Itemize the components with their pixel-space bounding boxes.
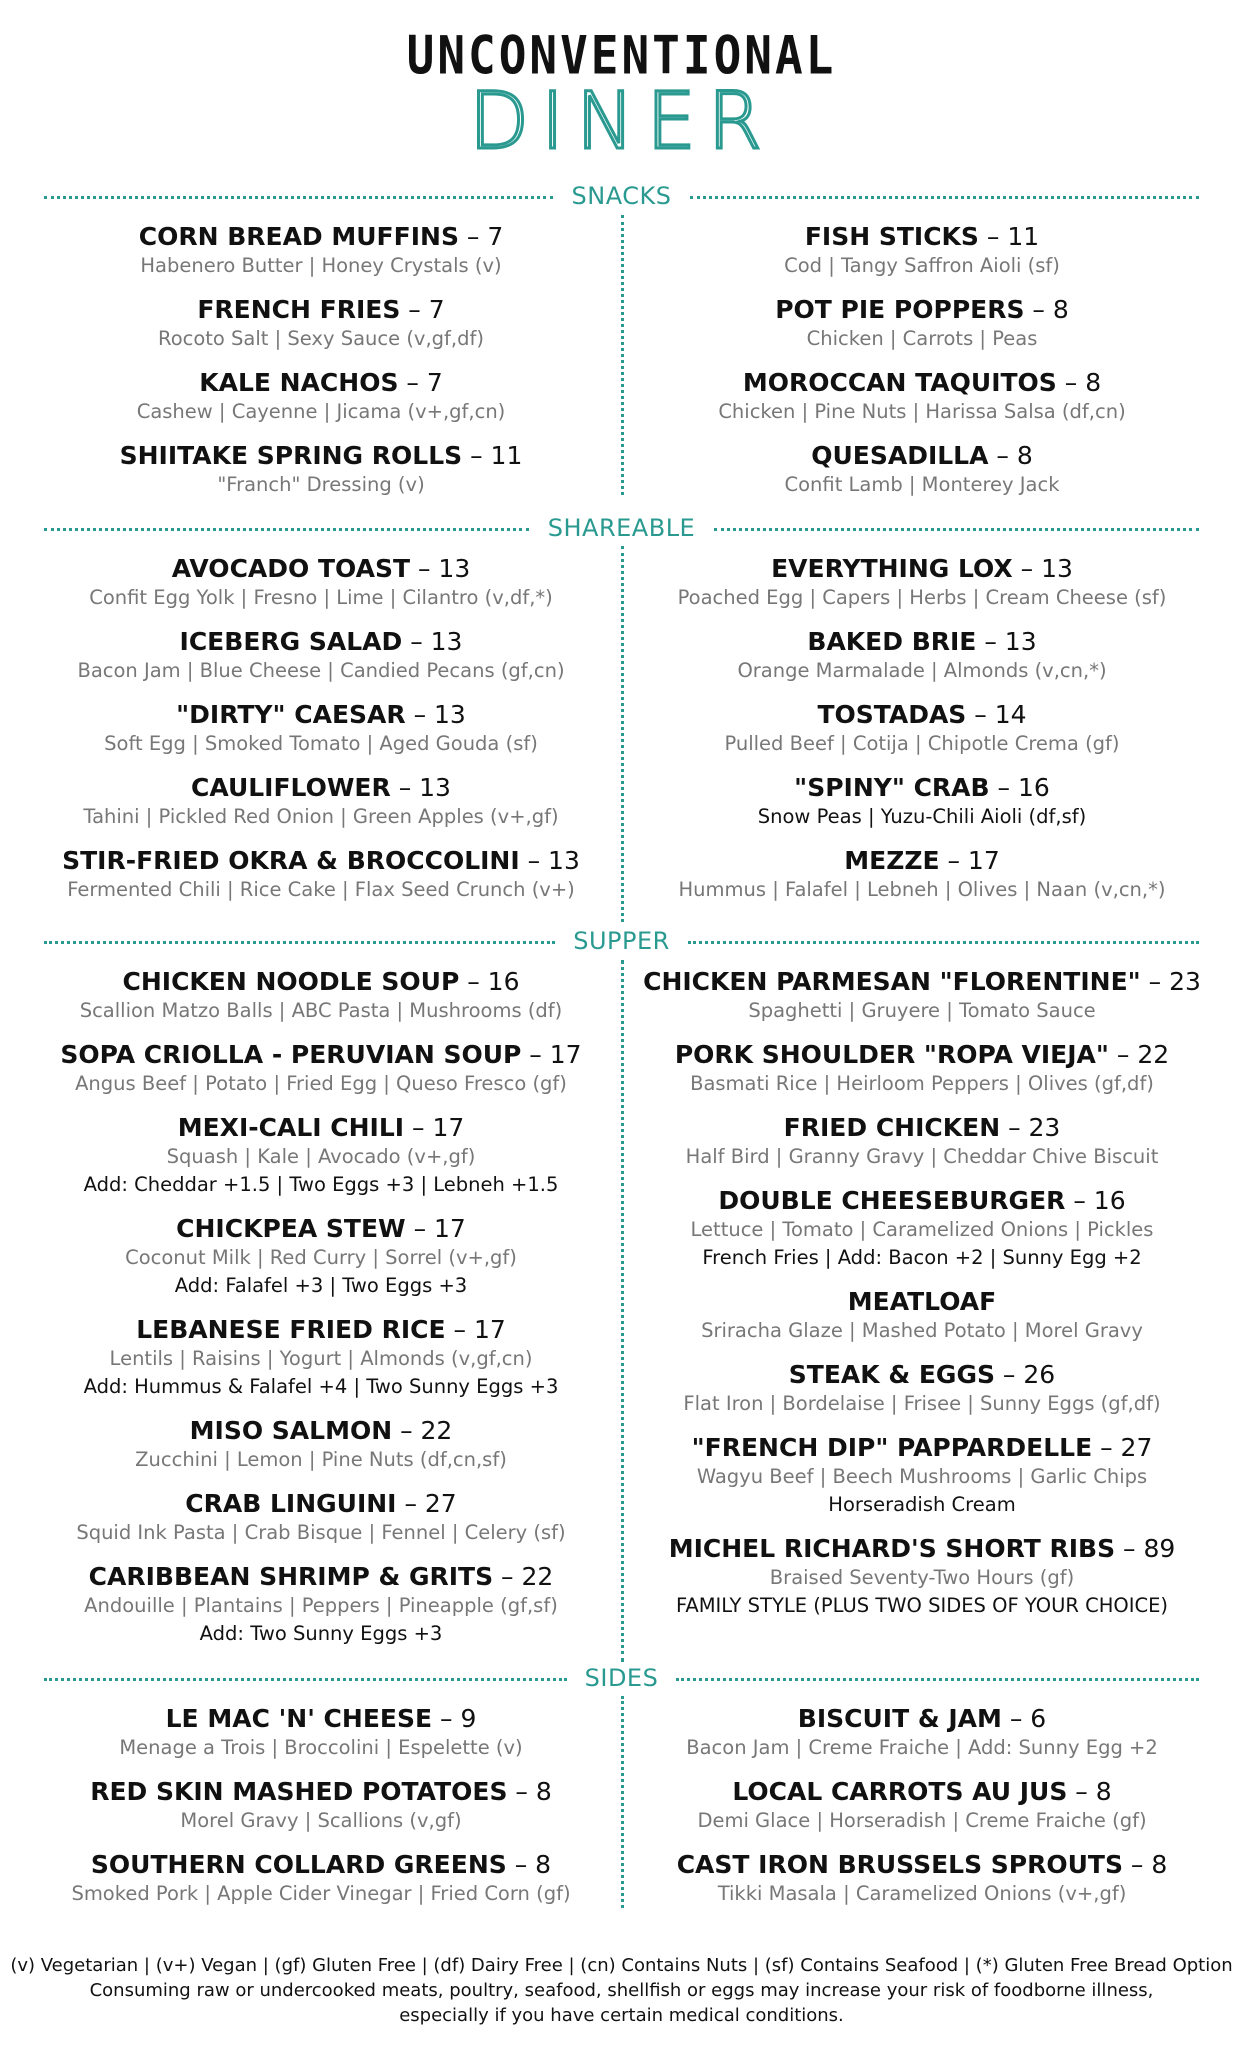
- column-divider: [621, 1696, 624, 1908]
- menu-item-title: [31, 846, 611, 876]
- menu-item-title: [632, 441, 1212, 471]
- menu-item: [632, 1113, 1212, 1171]
- menu-item: [31, 1704, 611, 1762]
- menu-item: [31, 1416, 611, 1474]
- dish-description: Sriracha Glaze | Mashed Potato | Morel Gravy: [701, 1319, 1143, 1342]
- dish-name: MOROCCAN TAQUITOS: [742, 368, 1057, 397]
- dish-name: CHICKPEA STEW: [176, 1214, 406, 1243]
- dish-name: DOUBLE CHEESEBURGER: [718, 1186, 1066, 1215]
- menu-item-title: [632, 773, 1212, 803]
- menu-item-title: [632, 368, 1212, 398]
- menu-item: [31, 1489, 611, 1547]
- dish-description: Fermented Chili | Rice Cake | Flax Seed Crunch (v+): [67, 878, 575, 901]
- menu-item-title: [31, 1113, 611, 1143]
- dish-description: Morel Gravy | Scallions (v,gf): [180, 1809, 462, 1832]
- dish-price: – 27: [1092, 1433, 1153, 1462]
- dish-description: Orange Marmalade | Almonds (v,cn,*): [737, 659, 1107, 682]
- dish-name: RED SKIN MASHED POTATOES: [90, 1777, 508, 1806]
- menu-item-title: [31, 1562, 611, 1592]
- dish-description: Pulled Beef | Cotija | Chipotle Crema (gf): [724, 732, 1120, 755]
- menu-item-title: [632, 627, 1212, 657]
- dish-name: FISH STICKS: [804, 222, 979, 251]
- menu-item-title: [632, 1534, 1212, 1564]
- menu-item-title: [31, 627, 611, 657]
- menu-item: [31, 222, 611, 280]
- dish-description: Confit Lamb | Monterey Jack: [784, 473, 1060, 496]
- dish-price: – 17: [939, 846, 1000, 875]
- dish-price: – 11: [462, 441, 523, 470]
- section-header-snacks: [44, 182, 1199, 212]
- menu-item: [31, 1214, 611, 1300]
- menu-item-title: [632, 1040, 1212, 1070]
- menu-item-title: [632, 1186, 1212, 1216]
- dish-price: – 13: [410, 554, 471, 583]
- menu-item-title: [31, 1777, 611, 1807]
- menu-item: [632, 627, 1212, 685]
- menu-item-title: [31, 1040, 611, 1070]
- menu-item: [31, 368, 611, 426]
- menu-item-title: [632, 846, 1212, 876]
- dish-name: "SPINY" CRAB: [794, 773, 990, 802]
- menu-item: [31, 1850, 611, 1908]
- dish-description: Braised Seventy-Two Hours (gf): [769, 1566, 1075, 1589]
- dish-description: Half Bird | Granny Gravy | Cheddar Chive Biscuit: [685, 1145, 1159, 1168]
- menu-item: [632, 222, 1212, 280]
- menu-item: [632, 295, 1212, 353]
- dish-price: – 17: [404, 1113, 465, 1142]
- dish-price: – 7: [400, 295, 445, 324]
- dish-name: FRIED CHICKEN: [783, 1113, 1001, 1142]
- menu-item: [632, 1433, 1212, 1519]
- dish-description: Wagyu Beef | Beech Mushrooms | Garlic Chips: [696, 1465, 1148, 1488]
- dish-name: LOCAL CARROTS AU JUS: [732, 1777, 1068, 1806]
- dish-price: – 89: [1115, 1534, 1176, 1563]
- dish-name: BISCUIT & JAM: [797, 1704, 1002, 1733]
- dish-name: QUESADILLA: [811, 441, 989, 470]
- menu-item-title: [31, 700, 611, 730]
- dish-addons: Add: Hummus & Falafel +4 | Two Sunny Eggs +3: [83, 1375, 559, 1398]
- dish-price: – 22: [1108, 1040, 1170, 1069]
- dish-description: Habenero Butter | Honey Crystals (v): [140, 254, 502, 277]
- menu-item-title: [632, 967, 1212, 997]
- dish-price: – 14: [966, 700, 1027, 729]
- menu-item: [632, 1534, 1212, 1620]
- dish-name: PORK SHOULDER "ROPA VIEJA": [674, 1040, 1109, 1069]
- menu-item-title: [31, 441, 611, 471]
- dish-name: AVOCADO TOAST: [171, 554, 411, 583]
- menu-item-title: [632, 1777, 1212, 1807]
- menu-item: [31, 773, 611, 831]
- dish-description: Bacon Jam | Creme Fraiche | Add: Sunny Egg +2: [686, 1736, 1158, 1759]
- dish-name: ICEBERG SALAD: [179, 627, 403, 656]
- logo-line-2: DINER: [469, 77, 774, 167]
- menu-item: [632, 1777, 1212, 1835]
- dish-price: – 17: [405, 1214, 466, 1243]
- dish-description: Lettuce | Tomato | Caramelized Onions | Pickles: [690, 1218, 1154, 1241]
- dish-price: – 22: [392, 1416, 453, 1445]
- dish-price: – 13: [402, 627, 463, 656]
- dish-price: – 16: [989, 773, 1050, 802]
- menu-item-title: [31, 967, 611, 997]
- dish-description: Chicken | Pine Nuts | Harissa Salsa (df,cn): [718, 400, 1126, 423]
- dish-name: MISO SALMON: [189, 1416, 393, 1445]
- menu-item: [632, 1040, 1212, 1098]
- dish-name: MEZZE: [844, 846, 940, 875]
- dish-price: – 7: [458, 222, 504, 251]
- footer: [0, 1953, 1243, 2028]
- menu-item-title: [632, 1433, 1212, 1463]
- dish-description: Basmati Rice | Heirloom Peppers | Olives (gf,df): [690, 1072, 1154, 1095]
- dish-price: – 8: [1024, 295, 1069, 324]
- dish-name: LE MAC 'N' CHEESE: [165, 1704, 433, 1733]
- section-header-sides: [44, 1664, 1199, 1694]
- health-warning-line-2: especially if you have certain medical conditions.: [399, 2005, 844, 2026]
- dish-description: Confit Egg Yolk | Fresno | Lime | Cilantro (v,df,*): [89, 586, 553, 609]
- menu-item: [31, 700, 611, 758]
- menu-item-title: [632, 1113, 1212, 1143]
- menu-item: [31, 627, 611, 685]
- menu-item-title: [632, 700, 1212, 730]
- dish-price: – 8: [1067, 1777, 1112, 1806]
- dish-name: CHICKEN NOODLE SOUP: [122, 967, 460, 996]
- menu-item-title: [632, 1850, 1212, 1880]
- dish-price: – 8: [1056, 368, 1102, 397]
- menu-item-title: [31, 1214, 611, 1244]
- dish-name: POT PIE POPPERS: [775, 295, 1025, 324]
- menu-item-title: [31, 1416, 611, 1446]
- menu-item: [632, 773, 1212, 831]
- dish-price: – 8: [1122, 1850, 1168, 1879]
- dish-description: Bacon Jam | Blue Cheese | Candied Pecans (gf,cn): [77, 659, 565, 682]
- dish-name: CHICKEN PARMESAN "FLORENTINE": [643, 967, 1141, 996]
- dish-name: MICHEL RICHARD'S SHORT RIBS: [668, 1534, 1116, 1563]
- menu-item-title: [632, 222, 1212, 252]
- menu-item: [31, 441, 611, 499]
- dish-description: Lentils | Raisins | Yogurt | Almonds (v,gf,cn): [109, 1347, 533, 1370]
- menu-item: [31, 1562, 611, 1648]
- menu-item: [632, 554, 1212, 612]
- dish-description: "Franch" Dressing (v): [217, 473, 425, 496]
- dish-addons: Add: Falafel +3 | Two Eggs +3: [174, 1274, 468, 1297]
- menu-item: [31, 1315, 611, 1401]
- menu-item-title: [31, 554, 611, 584]
- dish-addons: Snow Peas | Yuzu-Chili Aioli (df,sf): [757, 805, 1087, 828]
- dish-addons: French Fries | Add: Bacon +2 | Sunny Egg +2: [702, 1246, 1142, 1269]
- dish-name: FRENCH FRIES: [197, 295, 401, 324]
- menu-item-title: [31, 368, 611, 398]
- dish-description: Cod | Tangy Saffron Aioli (sf): [784, 254, 1060, 277]
- dish-addons: FAMILY STYLE (PLUS TWO SIDES OF YOUR CHOICE): [675, 1594, 1169, 1617]
- dish-description: Squash | Kale | Avocado (v+,gf): [166, 1145, 476, 1168]
- dish-price: – 7: [398, 368, 443, 397]
- menu-item-title: [632, 1360, 1212, 1390]
- dish-description: Squid Ink Pasta | Crab Bisque | Fennel | Celery (sf): [76, 1521, 566, 1544]
- dish-name: BAKED BRIE: [807, 627, 977, 656]
- menu-item: [632, 846, 1212, 904]
- menu-item: [632, 1360, 1212, 1418]
- dish-name: CRAB LINGUINI: [185, 1489, 397, 1518]
- menu-item: [31, 295, 611, 353]
- dish-price: – 23: [1140, 967, 1201, 996]
- dish-description: Poached Egg | Capers | Herbs | Cream Cheese (sf): [677, 586, 1167, 609]
- dish-description: Coconut Milk | Red Curry | Sorrel (v+,gf): [125, 1246, 517, 1269]
- section-title: SIDES: [584, 1664, 659, 1692]
- menu-item: [632, 1287, 1212, 1345]
- menu-item: [31, 1777, 611, 1835]
- dish-name: SOUTHERN COLLARD GREENS: [90, 1850, 507, 1879]
- dish-name: LEBANESE FRIED RICE: [136, 1315, 446, 1344]
- dish-price: – 22: [493, 1562, 554, 1591]
- dish-name: CORN BREAD MUFFINS: [138, 222, 459, 251]
- menu-item-title: [31, 222, 611, 252]
- dish-description: Hummus | Falafel | Lebneh | Olives | Naan (v,cn,*): [678, 878, 1166, 901]
- dish-name: SHIITAKE SPRING ROLLS: [119, 441, 463, 470]
- dish-name: MEXI-CALI CHILI: [177, 1113, 405, 1142]
- menu-item-title: [31, 1489, 611, 1519]
- dish-description: Spaghetti | Gruyere | Tomato Sauce: [748, 999, 1096, 1022]
- menu-item: [632, 1704, 1212, 1762]
- dish-name: EVERYTHING LOX: [771, 554, 1013, 583]
- logo-line-1: UNCONVENTIONAL: [406, 23, 837, 87]
- menu-item: [31, 554, 611, 612]
- dish-description: Zucchini | Lemon | Pine Nuts (df,cn,sf): [135, 1448, 507, 1471]
- column-divider: [621, 546, 624, 922]
- dish-name: CARIBBEAN SHRIMP & GRITS: [88, 1562, 494, 1591]
- dish-name: "DIRTY" CAESAR: [176, 700, 406, 729]
- health-warning-line-1: Consuming raw or undercooked meats, poultry, seafood, shellfish or eggs may increase your risk of foodborne illness,: [89, 1980, 1154, 2001]
- dish-name: STIR-FRIED OKRA & BROCCOLINI: [62, 846, 520, 875]
- dish-price: – 23: [1000, 1113, 1061, 1142]
- dish-description: Chicken | Carrots | Peas: [806, 327, 1038, 350]
- menu-item: [632, 441, 1212, 499]
- dish-price: – 13: [519, 846, 580, 875]
- dish-description: Tahini | Pickled Red Onion | Green Apples (v+,gf): [83, 805, 559, 828]
- dish-addons: Add: Two Sunny Eggs +3: [199, 1622, 443, 1645]
- menu-item: [31, 1113, 611, 1199]
- diet-legend: (v) Vegetarian | (v+) Vegan | (gf) Gluten Free | (df) Dairy Free | (cn) Contains Nuts | (sf) Contains Seafood | (*) Gluten Free Bread Option: [10, 1955, 1233, 1976]
- dish-price: – 27: [396, 1489, 457, 1518]
- dish-price: – 13: [405, 700, 466, 729]
- menu-item-title: [31, 773, 611, 803]
- dish-price: – 13: [1012, 554, 1073, 583]
- column-divider: [621, 215, 624, 495]
- dish-price: – 16: [459, 967, 520, 996]
- dish-description: Soft Egg | Smoked Tomato | Aged Gouda (sf): [104, 732, 538, 755]
- menu-item-title: [31, 295, 611, 325]
- dish-description: Cashew | Cayenne | Jicama (v+,gf,cn): [136, 400, 506, 423]
- menu-item-title: [632, 295, 1212, 325]
- dish-price: – 8: [507, 1777, 552, 1806]
- menu-item: [31, 1040, 611, 1098]
- menu-item-title: [632, 1287, 1212, 1317]
- dish-price: – 26: [994, 1360, 1056, 1389]
- dish-name: MEATLOAF: [847, 1287, 997, 1316]
- dish-addons: Add: Cheddar +1.5 | Two Eggs +3 | Lebneh +1.5: [83, 1173, 559, 1196]
- dish-price: – 13: [390, 773, 451, 802]
- dish-name: CAULIFLOWER: [191, 773, 391, 802]
- dish-price: – 11: [978, 222, 1040, 251]
- dish-description: Rocoto Salt | Sexy Sauce (v,gf,df): [158, 327, 484, 350]
- menu-item-title: [632, 1704, 1212, 1734]
- menu-item-title: [31, 1850, 611, 1880]
- menu-item: [632, 1186, 1212, 1272]
- dish-name: SOPA CRIOLLA - PERUVIAN SOUP: [60, 1040, 522, 1069]
- dish-description: Angus Beef | Potato | Fried Egg | Queso Fresco (gf): [75, 1072, 567, 1095]
- menu-item-title: [31, 1315, 611, 1345]
- dish-price: – 6: [1001, 1704, 1047, 1733]
- section-title: SNACKS: [571, 182, 672, 210]
- menu-item: [632, 700, 1212, 758]
- dish-price: – 9: [432, 1704, 477, 1733]
- column-divider: [621, 960, 624, 1662]
- section-title: SHAREABLE: [547, 514, 696, 542]
- dish-description: Menage a Trois | Broccolini | Espelette (v): [119, 1736, 523, 1759]
- dish-description: Demi Glace | Horseradish | Creme Fraiche (gf): [697, 1809, 1147, 1832]
- dish-description: Smoked Pork | Apple Cider Vinegar | Fried Corn (gf): [71, 1882, 571, 1905]
- menu-item-title: [632, 554, 1212, 584]
- dish-name: "FRENCH DIP" PAPPARDELLE: [691, 1433, 1093, 1462]
- dish-name: KALE NACHOS: [199, 368, 399, 397]
- section-title: SUPPER: [573, 927, 670, 955]
- dish-description: Scallion Matzo Balls | ABC Pasta | Mushrooms (df): [79, 999, 563, 1022]
- dish-price: – 8: [988, 441, 1033, 470]
- section-header-supper: [44, 927, 1199, 957]
- dish-price: – 17: [445, 1315, 506, 1344]
- menu-item: [31, 846, 611, 904]
- dish-description: Flat Iron | Bordelaise | Frisee | Sunny Eggs (gf,df): [683, 1392, 1161, 1415]
- dish-name: CAST IRON BRUSSELS SPROUTS: [676, 1850, 1123, 1879]
- dish-description: Tikki Masala | Caramelized Onions (v+,gf): [717, 1882, 1127, 1905]
- dish-price: – 13: [976, 627, 1037, 656]
- dish-addons: Horseradish Cream: [828, 1493, 1016, 1516]
- menu-item-title: [31, 1704, 611, 1734]
- dish-price: – 8: [506, 1850, 552, 1879]
- menu-item: [31, 967, 611, 1025]
- menu-item: [632, 1850, 1212, 1908]
- menu-item: [632, 368, 1212, 426]
- dish-name: STEAK & EGGS: [788, 1360, 995, 1389]
- section-header-shareable: [44, 514, 1199, 544]
- menu-item: [632, 967, 1212, 1025]
- dish-description: Andouille | Plantains | Peppers | Pineapple (gf,sf): [84, 1594, 558, 1617]
- dish-price: – 17: [521, 1040, 582, 1069]
- dish-price: – 16: [1065, 1186, 1126, 1215]
- dish-name: TOSTADAS: [817, 700, 967, 729]
